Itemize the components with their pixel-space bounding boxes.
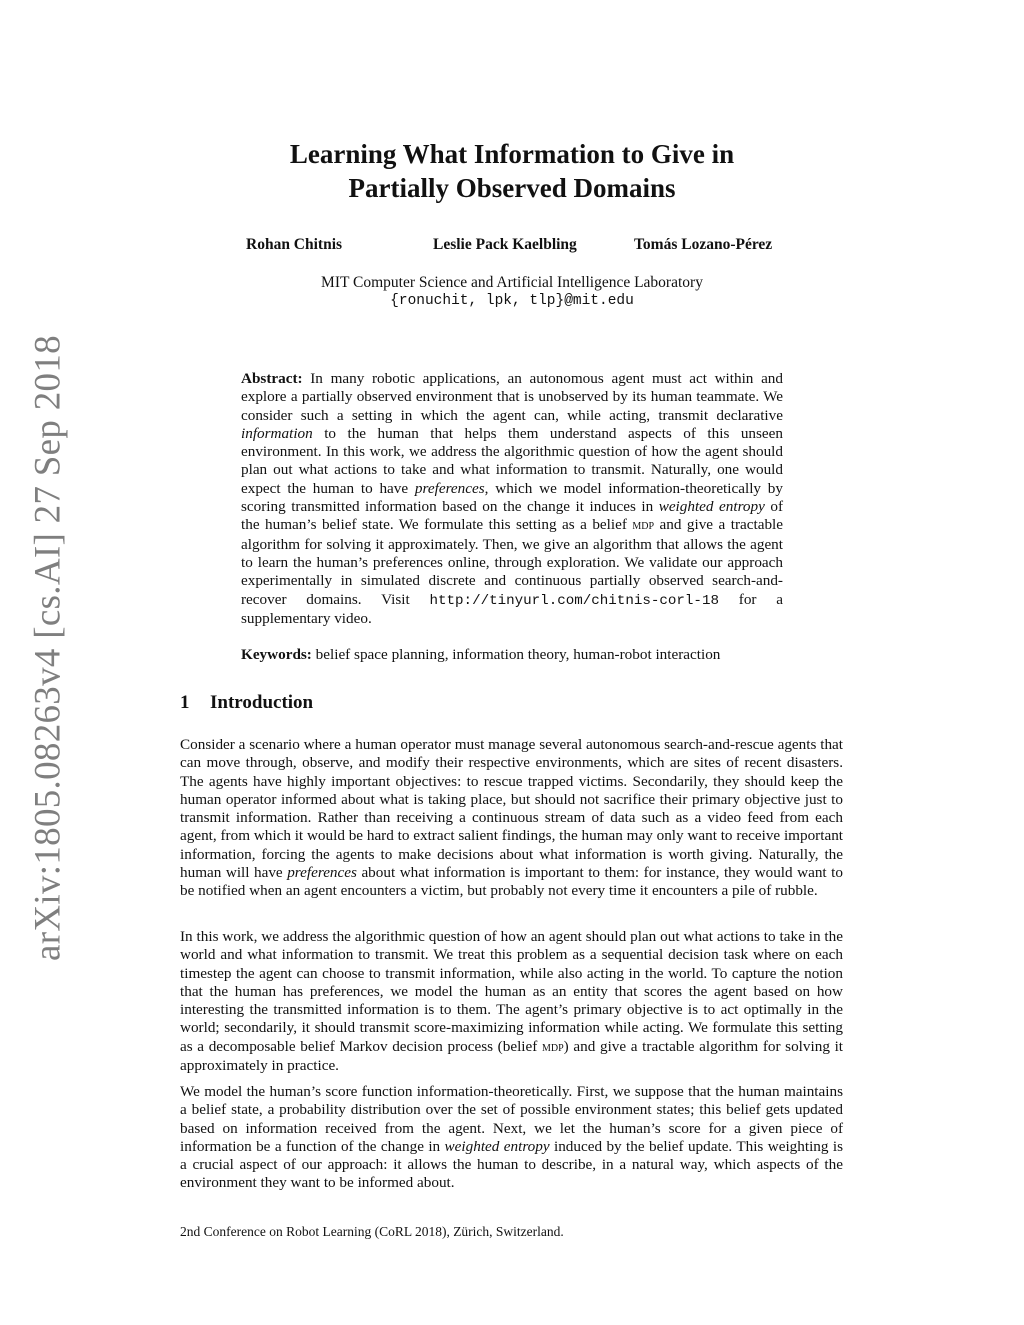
author-2: Leslie Pack Kaelbling xyxy=(433,236,577,253)
title-line-2: Partially Observed Domains xyxy=(348,173,676,203)
p3-emphasis: weighted entropy xyxy=(444,1137,550,1155)
author-1: Rohan Chitnis xyxy=(246,236,343,253)
p3-text-2: induced by the belief update. This weighting is a crucial aspect of our approach: it allows the human to describe, in a natural way, which aspects of the environment they want to be informed about. xyxy=(180,1137,843,1192)
p2-text-1: In this work, we address the algorithmic question of how an agent should plan out what actions to take in the world and what information to transmit. We treat this problem as a sequential decision task where on each timestep the agent can choose to transmit information, while also acting in the world. To capture the notion that the human has preferences, we model the human as an entity that scores the agent based on how interesting the transmitted information is to them. The agent’s primary objective is to act optimally in the world; secondarily, it should transmit score-maximizing information while acting. We formulate this setting as a decomposable belief Markov decision process (belief xyxy=(180,928,843,1055)
keywords-text: belief space planning, information theory, human-robot interaction xyxy=(311,646,721,663)
abstract-text-1: In many robotic applications, an autonomous agent must act within and explore a partially observed environment that is unobserved by its human teammate. We consider such a setting in which the agent can, while acting, transmit declarative xyxy=(241,370,783,424)
abstract-text-2: to the human that helps them understand aspects of this unseen environment. In this work, we address the algorithmic question of how the agent should plan out what actions to take and what information to transmit. Naturally, one would expect the human to have xyxy=(241,424,783,497)
intro-paragraph-3 xyxy=(180,1083,843,1193)
abstract-emphasis-1: information xyxy=(241,424,313,442)
title-line-1: Learning What Information to Give in xyxy=(289,139,735,169)
keywords xyxy=(241,646,783,664)
author-3: Tomás Lozano-Pérez xyxy=(634,236,773,253)
p2-mdp: mdp xyxy=(541,1039,564,1055)
conference-footer: 2nd Conference on Robot Learning (CoRL 2018), Zürich, Switzerland. xyxy=(180,1224,564,1239)
paper-title xyxy=(180,137,844,205)
abstract-emphasis-2: preferences xyxy=(414,479,485,497)
abstract-text-4: of the human’s belief state. We formulate this setting as a belief xyxy=(241,498,784,534)
p3-text-1: We model the human’s score function information-theoretically. First, we suppose that the human maintains a belief state, a probability distribution over the set of possible environment states; this belief gets updated based on information received from the agent. Next, we let the human’s score for a given piece of information be a function of the change in xyxy=(180,1083,843,1155)
keywords-label: Keywords: xyxy=(241,646,312,663)
affiliation-block xyxy=(180,273,844,311)
p1-emphasis: preferences xyxy=(287,864,357,882)
abstract-emphasis-3: weighted entropy xyxy=(658,498,765,516)
abstract-text-6: for a supplementary video. xyxy=(241,590,784,627)
section-heading xyxy=(180,692,313,714)
video-link[interactable]: http://tinyurl.com/chitnis-corl-18 xyxy=(429,592,719,609)
affiliation: MIT Computer Science and Artificial Intelligence Laboratory xyxy=(321,274,703,291)
p1-text-1: Consider a scenario where a human operator must manage several autonomous search-and-rescue agents that can move through, observe, and modify their respective environments, which are sites of recent disasters. The agents have highly important objectives: to rescue trapped victims. Secondarily, they should keep the human operator informed about what is taking place, but should not sacrifice their primary objective just to transmit information. Rather than receiving a continuous stream of data such as a video feed from each agent, from which it would be hard to extract salient findings, the human may only want to receive important information, forcing the agents to make decisions about what information is worth giving. Naturally, the human will have xyxy=(180,736,844,882)
abstract-text-5: and give a tractable algorithm for solving it approximately. Then, we give an algorithm that allows the agent to learn the human’s preferences online, through exploration. We validate our approach experimentally in simulated discrete and continuous partially observed search-and-recover domains. Visit xyxy=(241,516,783,608)
author-emails: {ronuchit, lpk, tlp}@mit.edu xyxy=(390,293,634,309)
arxiv-identifier: arXiv:1805.08263v4 [cs.AI] 27 Sep 2018 xyxy=(27,335,69,961)
abstract-label: Abstract: xyxy=(241,370,303,387)
abstract-text-3: , which we model information-theoretically by scoring transmitted information based on the change it induces in xyxy=(241,479,783,516)
section-title: Introduction xyxy=(210,692,314,713)
p2-text-2: ) and give a tractable algorithm for solving it approximately in practice. xyxy=(180,1037,844,1075)
section-number: 1 xyxy=(180,692,190,713)
intro-paragraph-2 xyxy=(180,928,843,1075)
p1-text-2: about what information is important to them: for instance, they would want to be notified when an agent encounters a victim, but probably not every time it encounters a pile of rubble. xyxy=(180,864,843,900)
intro-paragraph-1 xyxy=(180,736,843,901)
abstract xyxy=(241,370,783,628)
abstract-mdp: mdp xyxy=(632,518,655,534)
